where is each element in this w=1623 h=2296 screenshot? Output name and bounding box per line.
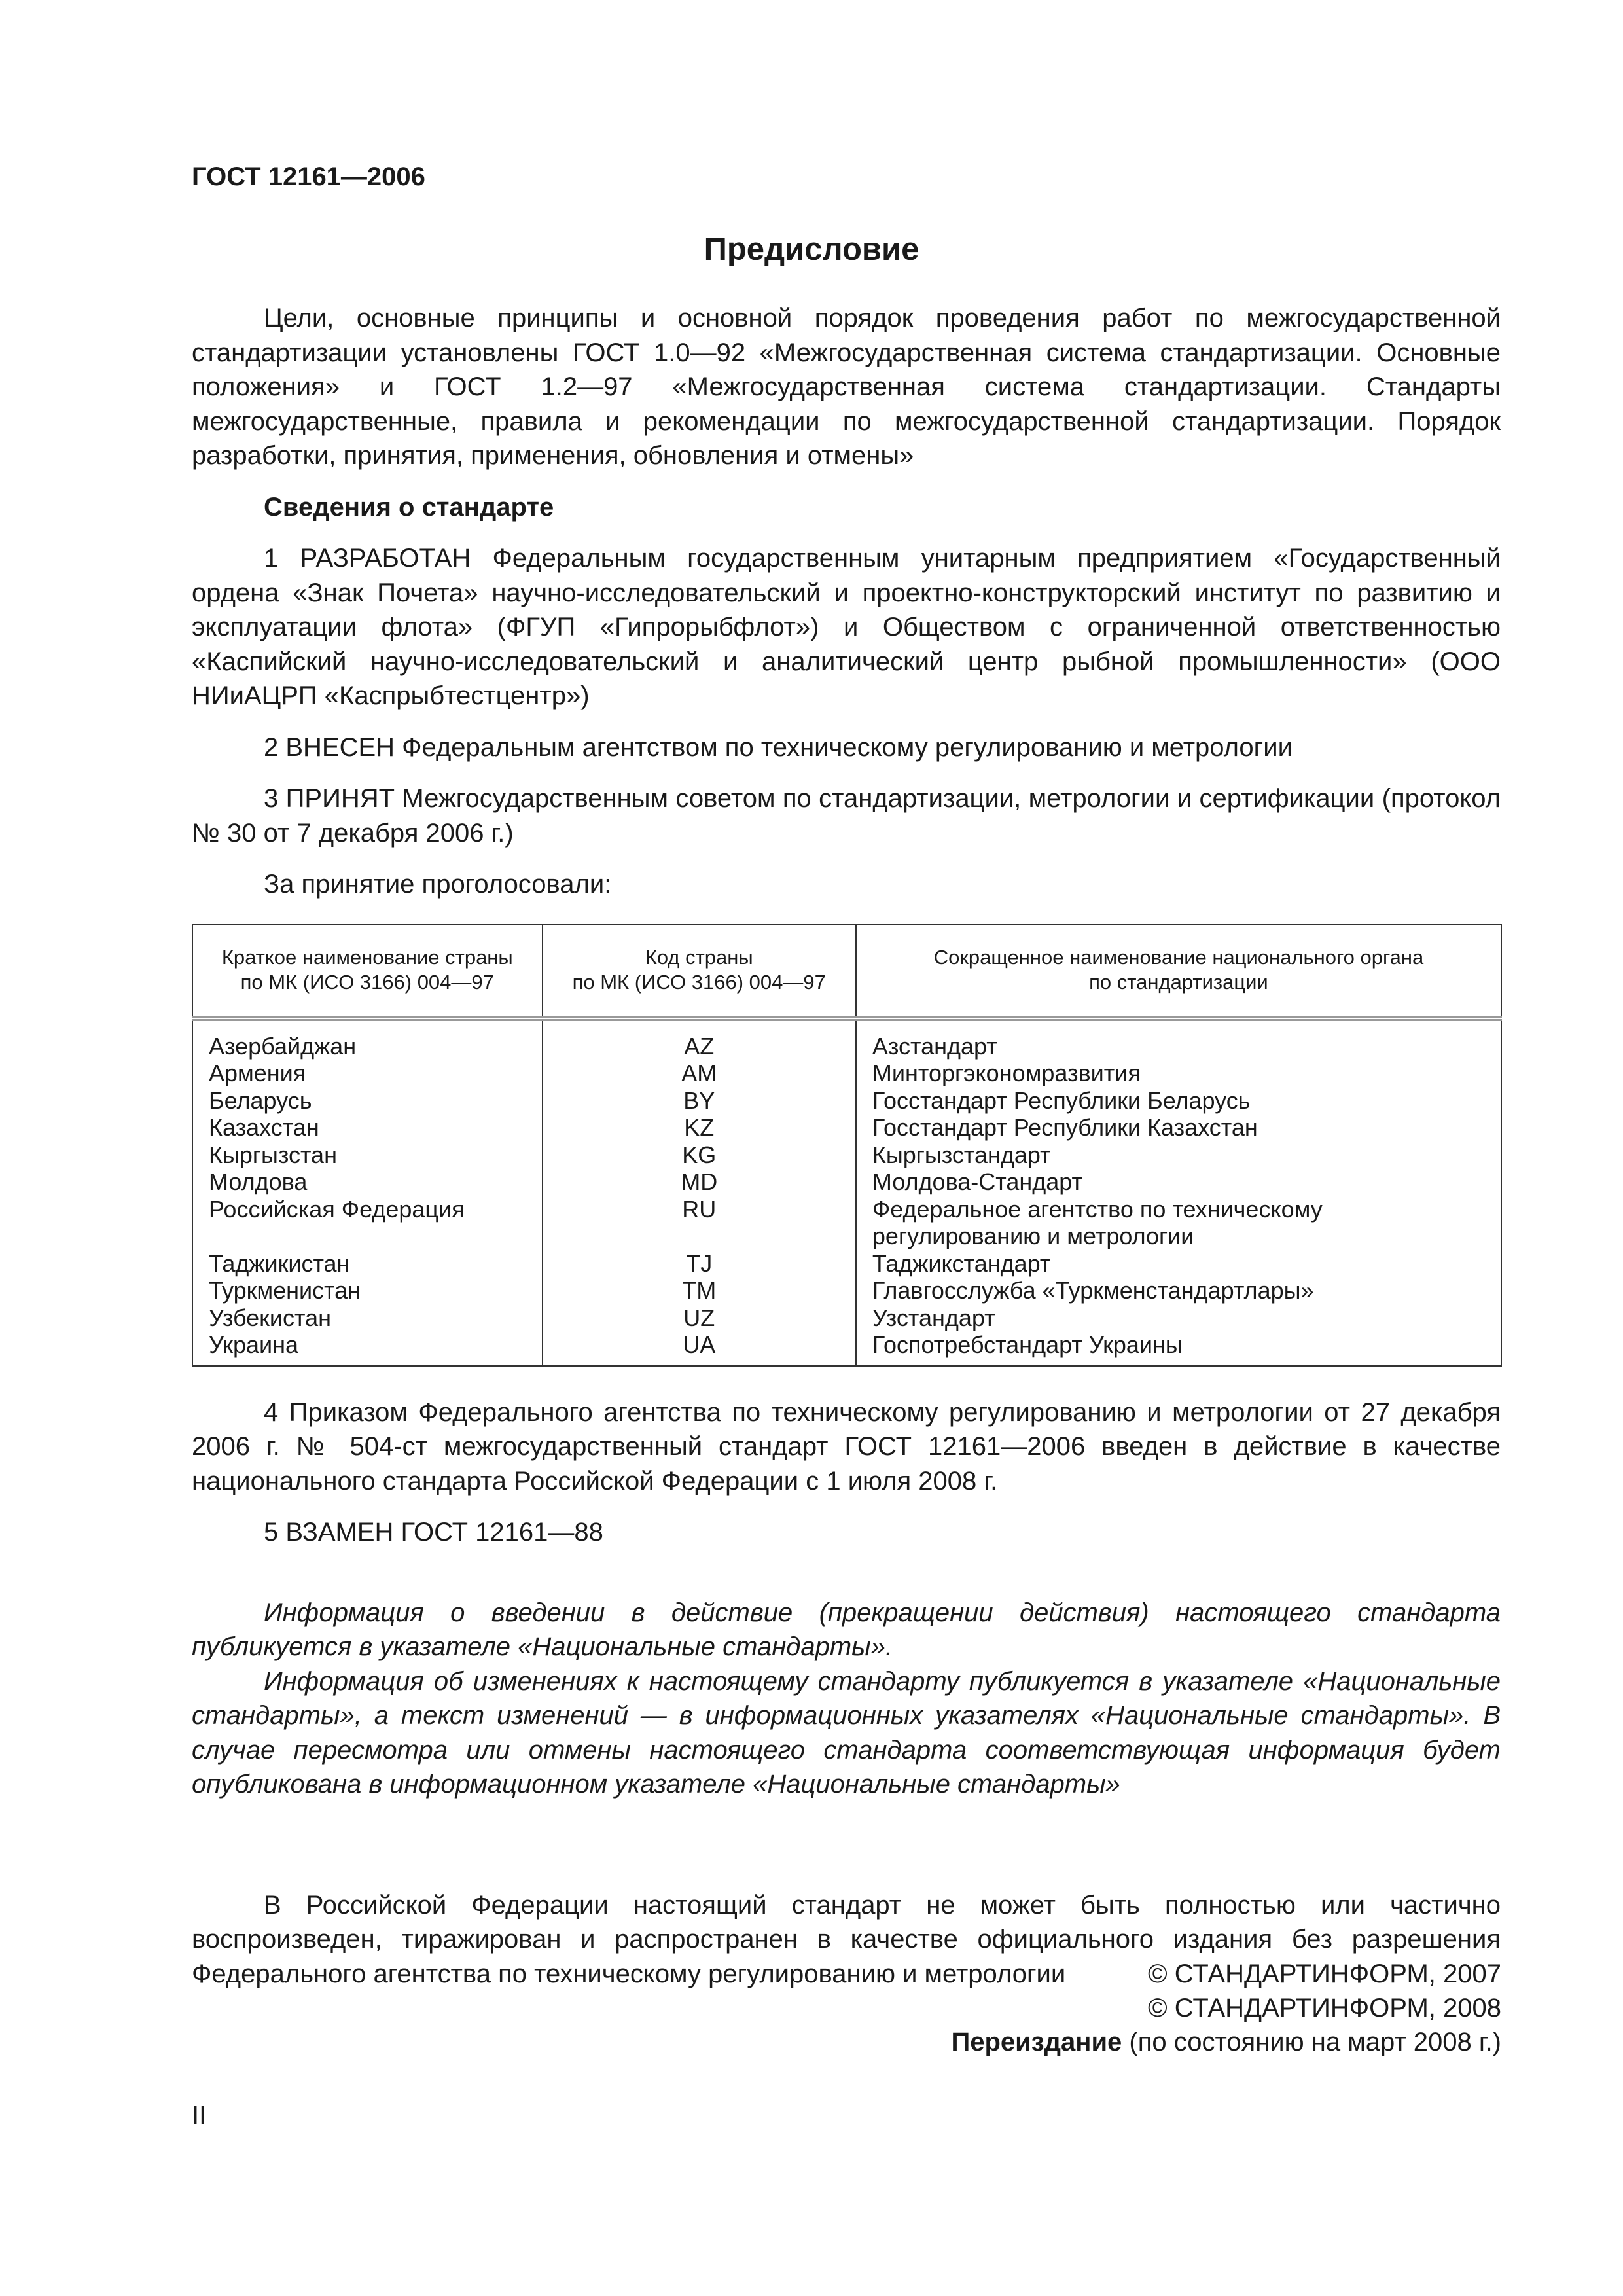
cell-national-body: Таджикстандарт [856,1250,1501,1278]
cell-code: BY [543,1087,856,1115]
cell-country: Украина [192,1331,543,1366]
document-code: ГОСТ 12161—2006 [192,162,425,191]
copyright-block [952,1957,1502,2059]
cell-national-body: Минторгэкономразвития [856,1060,1501,1087]
header-code: Код страны по МК (ИСО 3166) 004—97 [543,925,856,1018]
reproduction-notice: В Российской Федерации настоящий стандарт не может быть полностью или частично воспроизведен, тиражирован и распространен в качестве официального издания без разрешения Федерального агентства по техническому регулированию и метрологии [192,1890,1501,1988]
page-title: Предисловие [704,232,919,267]
copyright-line: © СТАНДАРТИНФОРМ, 2007 [1148,1960,1501,1988]
page-number: II [192,2101,207,2130]
table-row [192,1304,1501,1332]
cell-national-body: Кыргызстандарт [856,1141,1501,1169]
note-changes: Информация об изменениях к настоящему стандарту публикуется в указателе «Национальные стандарты», а текст изменений — в информационных указателях «Национальные стандарты». В случае пересмотра или отмены настоящего стандарта соответствующая информация будет опубликована в информационном указателе «Национальные стандарты» [192,1666,1501,1799]
cell-country: Узбекистан [192,1304,543,1332]
table-row [192,1168,1501,1196]
cell-code: KZ [543,1114,856,1141]
item-replaced: 5 ВЗАМЕН ГОСТ 12161—88 [264,1518,603,1547]
voted-intro: За принятие проголосовали: [264,870,612,899]
cell-national-body: Молдова-Стандарт [856,1168,1501,1196]
item-developed: 1 РАЗРАБОТАН Федеральным государственным унитарным предприятием «Государственный ордена «Знак Почета» научно-исследовательский и проектно-конструкторский институт по развитию и эксплуатации флота» (ФГУП «Гипрорыбфлот») и Обществом с ограниченной ответственностью «Каспийский научно-исследовательский и аналитический центр рыбной промышленности» (ООО НИиАЦРП «Каспрыбтестцентр») [192,544,1501,710]
cell-country: Азербайджан [192,1018,543,1060]
cell-code: KG [543,1141,856,1169]
cell-country: Туркменистан [192,1277,543,1304]
cell-country: Таджикистан [192,1250,543,1278]
cell-code: TM [543,1277,856,1304]
cell-code: TJ [543,1250,856,1278]
cell-country: Кыргызстан [192,1141,543,1169]
table-row [192,1196,1501,1250]
table-row [192,1018,1501,1060]
edition-note: (по состоянию на март 2008 г.) [1129,2028,1501,2056]
table-row [192,1331,1501,1366]
header-national-body: Сокращенное наименование национального органа по стандартизации [856,925,1501,1018]
cell-national-body: Азстандарт [856,1018,1501,1060]
cell-country: Молдова [192,1168,543,1196]
cell-code: RU [543,1196,856,1250]
copyright-line: © СТАНДАРТИНФОРМ, 2008 [1148,1994,1501,2022]
cell-national-body: Госстандарт Республики Казахстан [856,1114,1501,1141]
cell-country: Беларусь [192,1087,543,1115]
cell-national-body: Госстандарт Республики Беларусь [856,1087,1501,1115]
table-row [192,1087,1501,1115]
table-row [192,1060,1501,1087]
table-row [192,1141,1501,1169]
cell-country: Российская Федерация [192,1196,543,1250]
edition-line [952,2025,1502,2059]
table-row [192,1250,1501,1278]
cell-country: Армения [192,1060,543,1087]
item-order: 4 Приказом Федерального агентства по техническому регулированию и метрологии от 27 декабря 2006 г. № 504-ст межгосударственный стандарт ГОСТ 12161—2006 введен в действие в качестве национального стандарта Российской Федерации с 1 июля 2008 г. [192,1397,1501,1496]
table-header-row [192,925,1501,1018]
cell-code: UZ [543,1304,856,1332]
edition-label: Переиздание [951,2028,1122,2056]
table-row [192,1277,1501,1304]
cell-national-body: Узстандарт [856,1304,1501,1332]
cell-code: MD [543,1168,856,1196]
item-introduced: 2 ВНЕСЕН Федеральным агентством по техническому регулированию и метрологии [264,732,1293,762]
cell-country: Казахстан [192,1114,543,1141]
voting-countries-table [192,924,1502,1367]
cell-code: AZ [543,1018,856,1060]
note-publication: Информация о введении в действие (прекращении действия) настоящего стандарта публикуется в указателе «Национальные стандарты». [192,1598,1501,1661]
table-row [192,1114,1501,1141]
cell-national-body: Федеральное агентство по техническому регулированию и метрологии [856,1196,1501,1250]
cell-national-body: Госпотребстандарт Украины [856,1331,1501,1366]
item-adopted: 3 ПРИНЯТ Межгосударственным советом по стандартизации, метрологии и сертификации (протокол № 30 от 7 декабря 2006 г.) [192,784,1501,848]
intro-paragraph: Цели, основные принципы и основной порядок проведения работ по межгосударственной стандартизации установлены ГОСТ 1.0—92 «Межгосударственная система стандартизации. Основные положения» и ГОСТ 1.2—97 «Межгосударственная система стандартизации. Стандарты межгосударственные, правила и рекомендации по межгосударственной стандартизации. Порядок разработки, принятия, применения, обновления и отмены» [192,304,1501,470]
cell-code: UA [543,1331,856,1366]
cell-national-body: Главгосслужба «Туркменстандартлары» [856,1277,1501,1304]
cell-code: AM [543,1060,856,1087]
document-body [192,301,1501,1991]
section-heading: Сведения о стандарте [264,492,554,522]
header-country: Краткое наименование страны по МК (ИСО 3166) 004—97 [192,925,543,1018]
